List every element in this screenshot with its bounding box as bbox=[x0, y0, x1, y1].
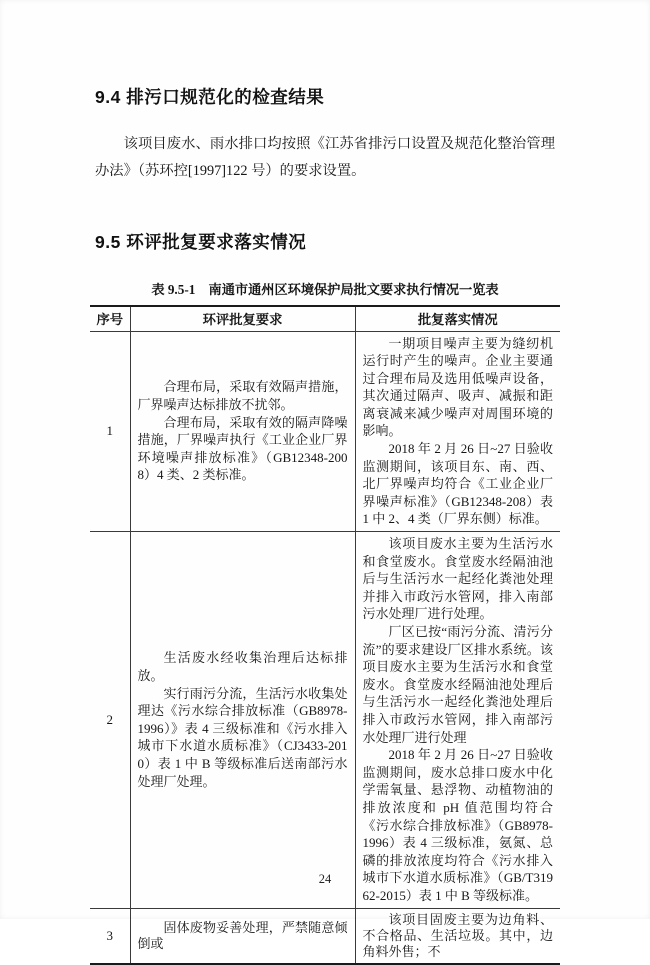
table-caption: 表 9.5-1 南通市通州区环境保护局批文要求执行情况一览表 bbox=[151, 282, 499, 297]
section-9-4-heading: 9.4 排污口规范化的检查结果 bbox=[95, 87, 325, 107]
requirement-paragraph: 合理布局，采取有效的隔声降噪措施，厂界噪声执行《工业企业厂界环境噪声排放标准》（GB12348-2008）4 类、2 类标准。 bbox=[137, 414, 348, 483]
page-number: 24 bbox=[318, 872, 332, 886]
serial-no-cell: 3 bbox=[90, 908, 130, 964]
implementation-paragraph: 厂区已按“雨污分流、清污分流”的要求建设厂区排水系统。该项目废水主要为生活污水和食堂废水。食堂废水经隔油池处理后与生活污水一起经化粪池处理后排入市政污水管网，排入南部污水处理厂进行处理 bbox=[362, 624, 553, 745]
implementation-paragraph: 该项目废水主要为生活污水和食堂废水。食堂废水经隔油池后与生活污水一起经化粪池处理并排入市政污水管网，排入南部污水处理厂进行处理。 bbox=[362, 536, 553, 622]
implementation-paragraph: 2018 年 2 月 26 日~27 日验收监测期间，该项目东、南、西、北厂界噪声均符合《工业企业厂界噪声标准》（GB12348-208）表 1 中 2、4 类（厂界东侧）标准。 bbox=[362, 441, 553, 527]
column-header-serial-no: 序号 bbox=[96, 312, 124, 328]
column-header-requirement: 环评批复要求 bbox=[130, 306, 355, 331]
column-header-implementation: 批复落实情况 bbox=[355, 306, 560, 331]
requirement-paragraph: 合理布局，采取有效隔声措施，厂界噪声达标排放不扰邻。 bbox=[137, 379, 348, 413]
section-9-4-paragraph: 该项目废水、雨水排口均按照《江苏省排污口设置及规范化整治管理办法》（苏环控[1997]122 号）的要求设置。 bbox=[95, 136, 555, 179]
table-row bbox=[90, 331, 560, 532]
requirement-paragraph: 固体废物妥善处理，严禁随意倾倒或 bbox=[137, 919, 348, 951]
requirement-cell bbox=[130, 331, 355, 532]
implementation-cell bbox=[355, 908, 560, 964]
serial-no-cell: 1 bbox=[90, 331, 130, 532]
table-row bbox=[90, 532, 560, 908]
requirement-cell bbox=[130, 908, 355, 964]
section-9-5-heading: 9.5 环评批复要求落实情况 bbox=[95, 232, 307, 252]
implementation-paragraph: 一期项目噪声主要为缝纫机运行时产生的噪声。企业主要通过合理布局及选用低噪声设备，其次通过隔声、吸声、减振和距离衰减来减少噪声对周围环境的影响。 bbox=[362, 335, 553, 439]
requirement-cell bbox=[130, 532, 355, 908]
implementation-paragraph: 2018 年 2 月 26 日~27 日验收监测期间，废水总排口废水中化学需氧量、悬浮物、动植物油的排放浓度和 pH 值范围均符合《污水综合排放标准》（GB8978-1996）表 4 三级标准，氨氮、总磷的排放浓度均符合《污水排入城市下水道水质标准》（GB/T31962-2015）表 1 中 B 等级标准。 bbox=[362, 747, 553, 903]
table-header-row bbox=[90, 306, 560, 331]
requirement-paragraph: 实行雨污分流，生活污水收集处理达《污水综合排放标准（GB8978-1996）》表 4 三级标准和《污水排入城市下水道水质标准》（CJ3433-2010）表 1 中 B 等级标准后送南部污水处理厂处理。 bbox=[137, 685, 348, 789]
table-row bbox=[90, 908, 560, 964]
implementation-cell bbox=[355, 532, 560, 908]
serial-no-cell: 2 bbox=[90, 532, 130, 908]
implementation-paragraph: 该项目固废主要为边角料、不合格品、生活垃圾。其中，边角料外售；不 bbox=[362, 911, 553, 959]
implementation-cell bbox=[355, 331, 560, 532]
requirement-paragraph: 生活废水经收集治理后达标排放。 bbox=[137, 650, 348, 683]
approval-requirements-table bbox=[90, 305, 560, 965]
